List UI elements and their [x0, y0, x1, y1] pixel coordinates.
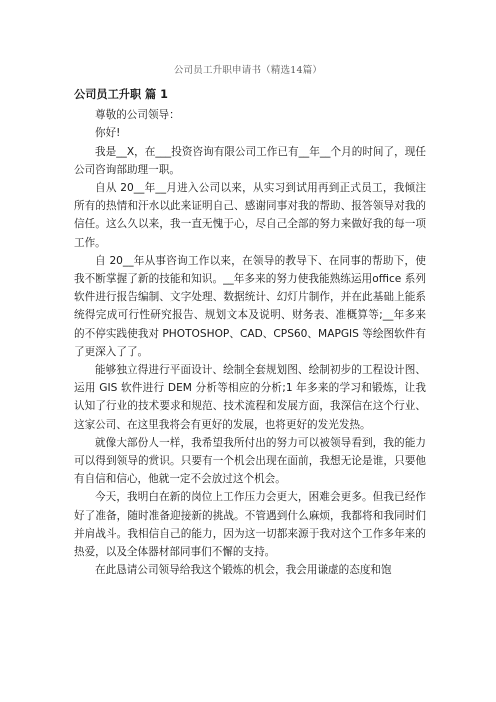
- paragraph-design: 能够独立得进行平面设计、绘制全套规划图、绘制初步的工程设计图、运用 GIS 软件进行 DEM 分析等相应的分析;1 年多来的学习和锻炼，让我认知了行业的技术要求和规范、技术流程和发展方面，我深信在这个行业、这家公司、在这里我将会有更好的发展，也将更好的发光发热。: [74, 364, 426, 431]
- paragraph-history: 自从 20__年__月进入公司以来，从实习到试用再到正式员工，我倾注所有的热情和汗水以此来证明自己、感谢同事对我的帮助、报答领导对我的信任。这么久以来，我一直无愧于心，尽自己全部的努力来做好我的每一项工作。: [74, 182, 426, 249]
- paragraph-aspiration: 就像大部份人一样，我希望我所付出的努力可以被领导看到，我的能力可以得到领导的赏识。只要有一个机会出现在面前，我想无论是谁，只要他有自信和信心，他就一定不会放过这个机会。: [74, 436, 426, 486]
- running-header: 公司员工升职申请书（精选14篇）: [173, 65, 323, 76]
- paragraph-intro: 我是__X，在___投资咨询有限公司工作已有__年__个月的时间了，现任公司咨询部助理一职。: [74, 145, 426, 176]
- document-body: [74, 86, 426, 579]
- paragraph-skills: 自 20__年从事咨询工作以来，在领导的教导下、在同事的帮助下，使我不断掌握了新的技能和知识。__年多来的努力使我能熟练运用office 系列软件进行报告编制、文字处理、数据统计、幻灯片制作，并在此基础上能系统得完成可行性研究报告、规划文本及说明、财务表、准概算等;__年多来的不停实践使我对 PHOTOSHOP、CAD、CPS60、MAPGIS 等绘图软件有了更深入了了。: [74, 254, 426, 358]
- greeting: 你好!: [95, 127, 121, 140]
- paragraph-request: 在此恳请公司领导给我这个锻炼的机会，我会用谦虚的态度和饱: [95, 564, 392, 577]
- paragraph-readiness: 今天，我明白在新的岗位上工作压力会更大，困难会更多。但我已经作好了准备，随时准备迎接新的挑战。不管遇到什么麻烦，我都将和我同时们并肩战斗。我相信自己的能力，因为这一切都来源于我对这个工作多年来的热爱，以及全体器材部同事们不懈的支持。: [74, 491, 426, 559]
- section-title: 公司员工升职 篇 1: [74, 88, 168, 101]
- salutation: 尊敬的公司领导：: [95, 109, 180, 122]
